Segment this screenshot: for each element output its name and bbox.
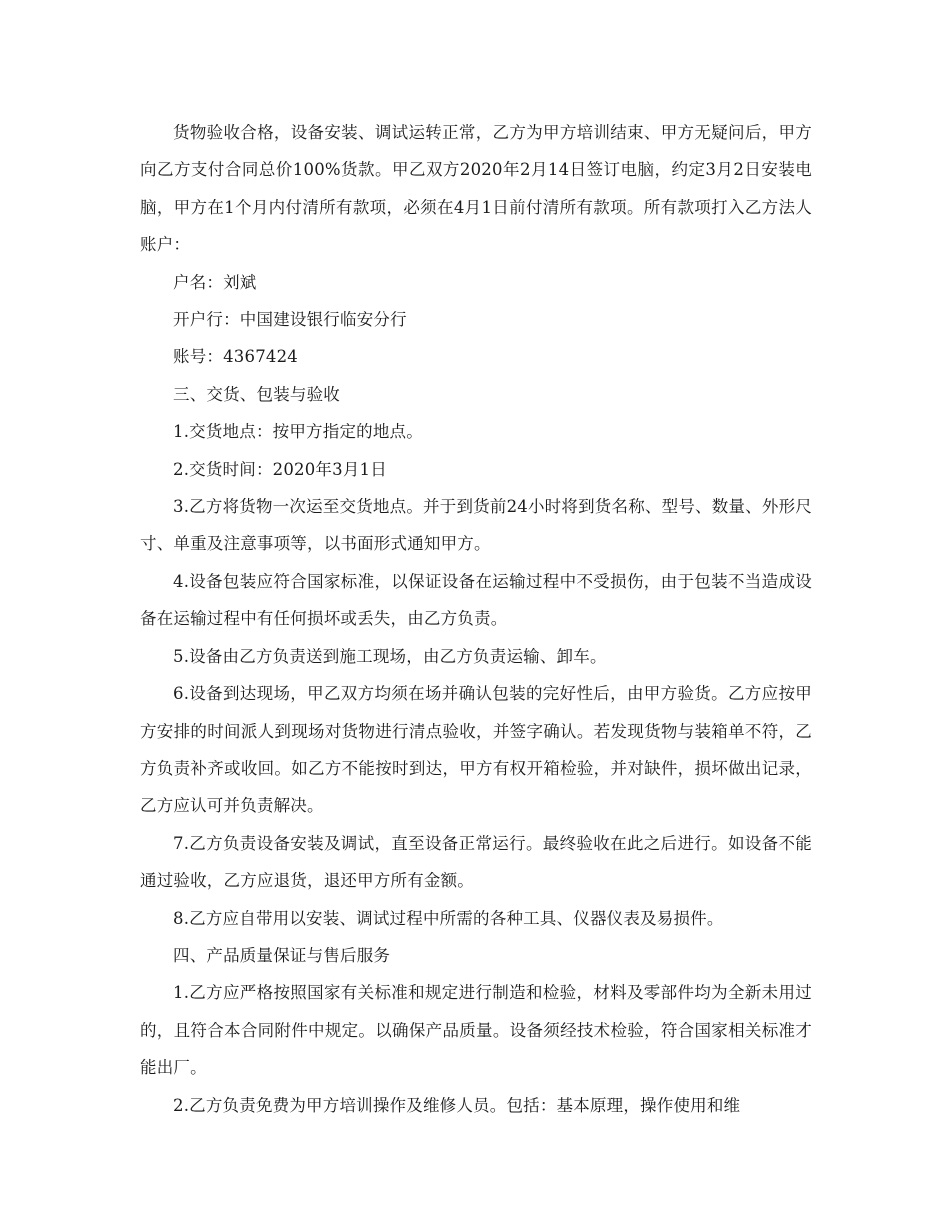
quality-item-2: 2.乙方负责免费为甲方培训操作及维修人员。包括：基本原理，操作使用和维	[173, 1095, 741, 1115]
delivery-item-4: 4.设备包装应符合国家标准，以保证设备在运输过程中不受损伤，由于包装不当造成设备在运输过程中有任何损坏或丢失，由乙方负责。	[140, 571, 812, 629]
quality-item-1: 1.乙方应严格按照国家有关标准和规定进行制造和检验，材料及零部件均为全新未用过的，且符合本合同附件中规定。以确保产品质量。设备须经技术检验，符合国家相关标准才能出厂。	[140, 983, 812, 1078]
delivery-item-3: 3.乙方将货物一次运至交货地点。并于到货前24小时将到货名称、型号、数量、外形尺寸、单重及注意事项等，以书面形式通知甲方。	[140, 497, 812, 554]
account-number-line: 账号：4367424	[173, 347, 298, 367]
section-heading-delivery: 三、交货、包装与验收	[173, 384, 340, 404]
delivery-item-2: 2.交货时间：2020年3月1日	[173, 459, 387, 479]
delivery-item-7: 7.乙方负责设备安装及调试，直至设备正常运行。最终验收在此之后进行。如设备不能通过验收，乙方应退货，退还甲方所有金额。	[140, 833, 812, 891]
delivery-item-5: 5.设备由乙方负责送到施工现场，由乙方负责运输、卸车。	[173, 646, 607, 666]
account-name-line: 户名：刘斌	[173, 272, 257, 292]
document-page	[140, 114, 812, 1124]
bank-line: 开户行：中国建设银行临安分行	[173, 310, 407, 330]
delivery-item-1: 1.交货地点：按甲方指定的地点。	[173, 422, 423, 442]
delivery-item-8: 8.乙方应自带用以安装、调试过程中所需的各种工具、仪器仪表及易损件。	[173, 908, 724, 928]
payment-terms-paragraph: 货物验收合格，设备安装、调试运转正常，乙方为甲方培训结束、甲方无疑问后，甲方向乙方支付合同总价100%货款。甲乙双方2020年2月14日签订电脑，约定3月2日安装电脑，甲方在1个月内付清所有款项，必须在4月1日前付清所有款项。所有款项打入乙方法人账户：	[140, 123, 812, 255]
delivery-item-6: 6.设备到达现场，甲乙双方均须在场并确认包装的完好性后，由甲方验货。乙方应按甲方安排的时间派人到现场对货物进行清点验收，并签字确认。若发现货物与装箱单不符，乙方负责补齐或收回。如乙方不能按时到达，甲方有权开箱检验，并对缺件，损坏做出记录，乙方应认可并负责解决。	[140, 684, 812, 816]
section-heading-quality: 四、产品质量保证与售后服务	[173, 945, 391, 965]
